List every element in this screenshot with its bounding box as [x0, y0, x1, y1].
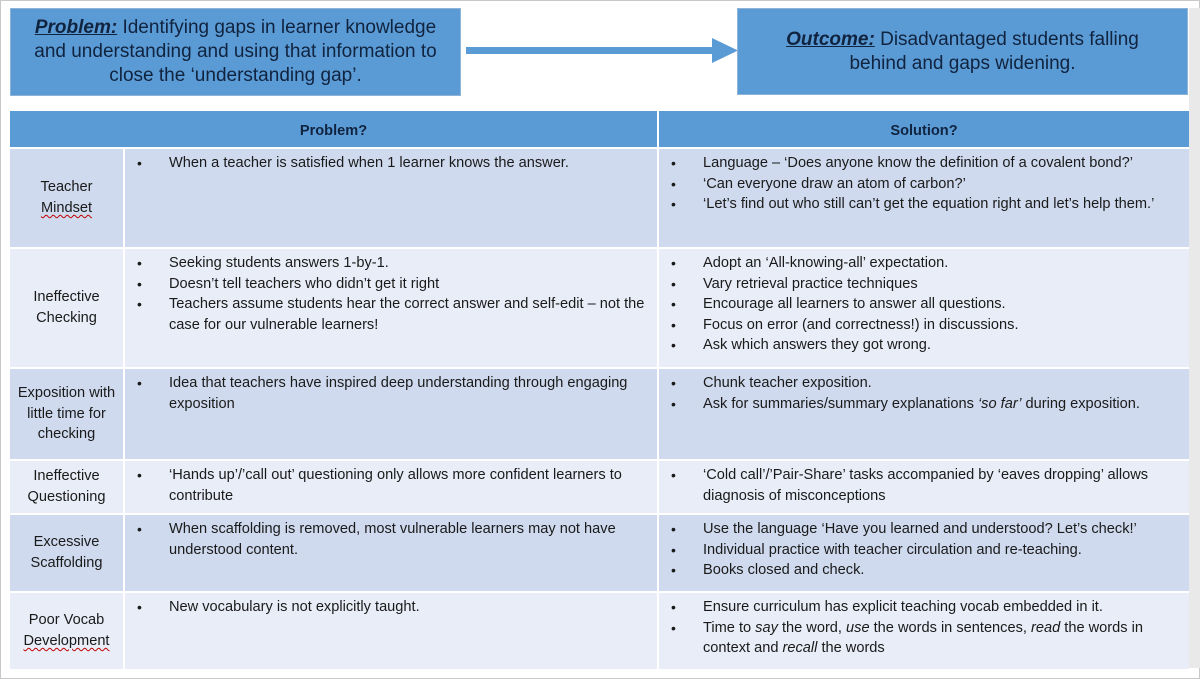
solution-list: [667, 153, 1181, 215]
bullet-item: • Books closed and check.: [667, 560, 1181, 581]
row-label: [10, 369, 123, 459]
slide-edge: [1189, 8, 1200, 668]
bullet-item: • Encourage all learners to answer all questions.: [667, 294, 1181, 315]
table-row: [10, 369, 1189, 459]
table-row: [10, 249, 1189, 367]
problem-cell: [125, 249, 657, 367]
bullet-item: • Vary retrieval practice techniques: [667, 274, 1181, 295]
problem-list: [133, 597, 649, 618]
solution-list: [667, 465, 1181, 506]
bullet-item: • Teachers assume students hear the correct answer and self-edit – not the case for our vulnerable learners!: [133, 294, 649, 335]
row-label-text: Ineffective Questioning: [27, 468, 106, 505]
right-arrow-icon: [466, 36, 738, 66]
problem-solution-table: [10, 111, 1189, 669]
table-row: [10, 515, 1189, 591]
problem-text: Identifying gaps in learner knowledge and understanding and using that information to close the ‘understanding gap’.: [34, 17, 437, 86]
bullet-item: • Doesn’t tell teachers who didn’t get it right: [133, 274, 649, 295]
solution-cell: [659, 369, 1189, 459]
table-row: [10, 593, 1189, 669]
bullet-item: • ‘Hands up’/’call out’ questioning only allows more confident learners to contribute: [133, 465, 649, 506]
row-label: [10, 149, 123, 247]
problem-list: [133, 253, 649, 335]
row-label: [10, 249, 123, 367]
bullet-item: • Seeking students answers 1-by-1.: [133, 253, 649, 274]
bullet-item: • Idea that teachers have inspired deep understanding through engaging exposition: [133, 373, 649, 414]
bullet-item: • ‘Let’s find out who still can’t get the equation right and let’s help them.’: [667, 194, 1181, 215]
row-label-text: Teacher Mindset: [40, 179, 93, 216]
outcome-header-box: [737, 8, 1188, 95]
table-header-row: [10, 111, 1189, 147]
bullet-item: • Language – ‘Does anyone know the definition of a covalent bond?’: [667, 153, 1181, 174]
column-header-solution: Solution?: [659, 111, 1189, 147]
problem-cell: [125, 461, 657, 513]
bullet-item: • Ask for summaries/summary explanations ‘so far’ during exposition.: [667, 394, 1181, 415]
solution-list: [667, 519, 1181, 581]
solution-cell: [659, 249, 1189, 367]
bullet-item: • Time to say the word, use the words in sentences, read the words in context and recall the words: [667, 618, 1181, 659]
solution-list: [667, 597, 1181, 659]
bullet-item: • ‘Cold call’/’Pair-Share’ tasks accompanied by ‘eaves dropping’ allows diagnosis of misconceptions: [667, 465, 1181, 506]
outcome-text: Disadvantaged students falling behind and gaps widening.: [849, 28, 1139, 74]
row-label: [10, 461, 123, 513]
bullet-item: • When a teacher is satisfied when 1 learner knows the answer.: [133, 153, 649, 174]
bullet-item: • ‘Can everyone draw an atom of carbon?’: [667, 174, 1181, 195]
bullet-item: • Chunk teacher exposition.: [667, 373, 1181, 394]
row-label-text: Poor Vocab Development: [23, 612, 110, 649]
bullet-item: • Adopt an ‘All-knowing-all’ expectation.: [667, 253, 1181, 274]
problem-list: [133, 153, 649, 174]
solution-list: [667, 373, 1181, 414]
problem-list: [133, 373, 649, 414]
bullet-item: • Use the language ‘Have you learned and understood? Let’s check!’: [667, 519, 1181, 540]
bullet-item: • Focus on error (and correctness!) in discussions.: [667, 315, 1181, 336]
solution-cell: [659, 515, 1189, 591]
solution-list: [667, 253, 1181, 356]
bullet-item: • New vocabulary is not explicitly taught.: [133, 597, 649, 618]
row-label-text: Ineffective Checking: [33, 289, 100, 326]
row-label: [10, 593, 123, 669]
problem-header-box: [10, 8, 461, 96]
row-label-text: Exposition with little time for checking: [17, 385, 116, 443]
problem-lead: Problem:: [34, 17, 118, 39]
problem-list: [133, 465, 649, 506]
bullet-item: • When scaffolding is removed, most vulnerable learners may not have understood content.: [133, 519, 649, 560]
problem-cell: [125, 593, 657, 669]
row-label-text: Excessive Scaffolding: [30, 534, 103, 571]
table-row: [10, 461, 1189, 513]
problem-cell: [125, 149, 657, 247]
bullet-item: • Individual practice with teacher circulation and re-teaching.: [667, 540, 1181, 561]
problem-list: [133, 519, 649, 560]
solution-cell: [659, 149, 1189, 247]
problem-cell: [125, 369, 657, 459]
row-label: [10, 515, 123, 591]
outcome-lead: Outcome:: [786, 28, 875, 50]
column-header-problem: Problem?: [10, 111, 657, 147]
bullet-item: • Ensure curriculum has explicit teaching vocab embedded in it.: [667, 597, 1181, 618]
problem-cell: [125, 515, 657, 591]
solution-cell: [659, 461, 1189, 513]
table-row: [10, 149, 1189, 247]
bullet-item: • Ask which answers they got wrong.: [667, 335, 1181, 356]
solution-cell: [659, 593, 1189, 669]
